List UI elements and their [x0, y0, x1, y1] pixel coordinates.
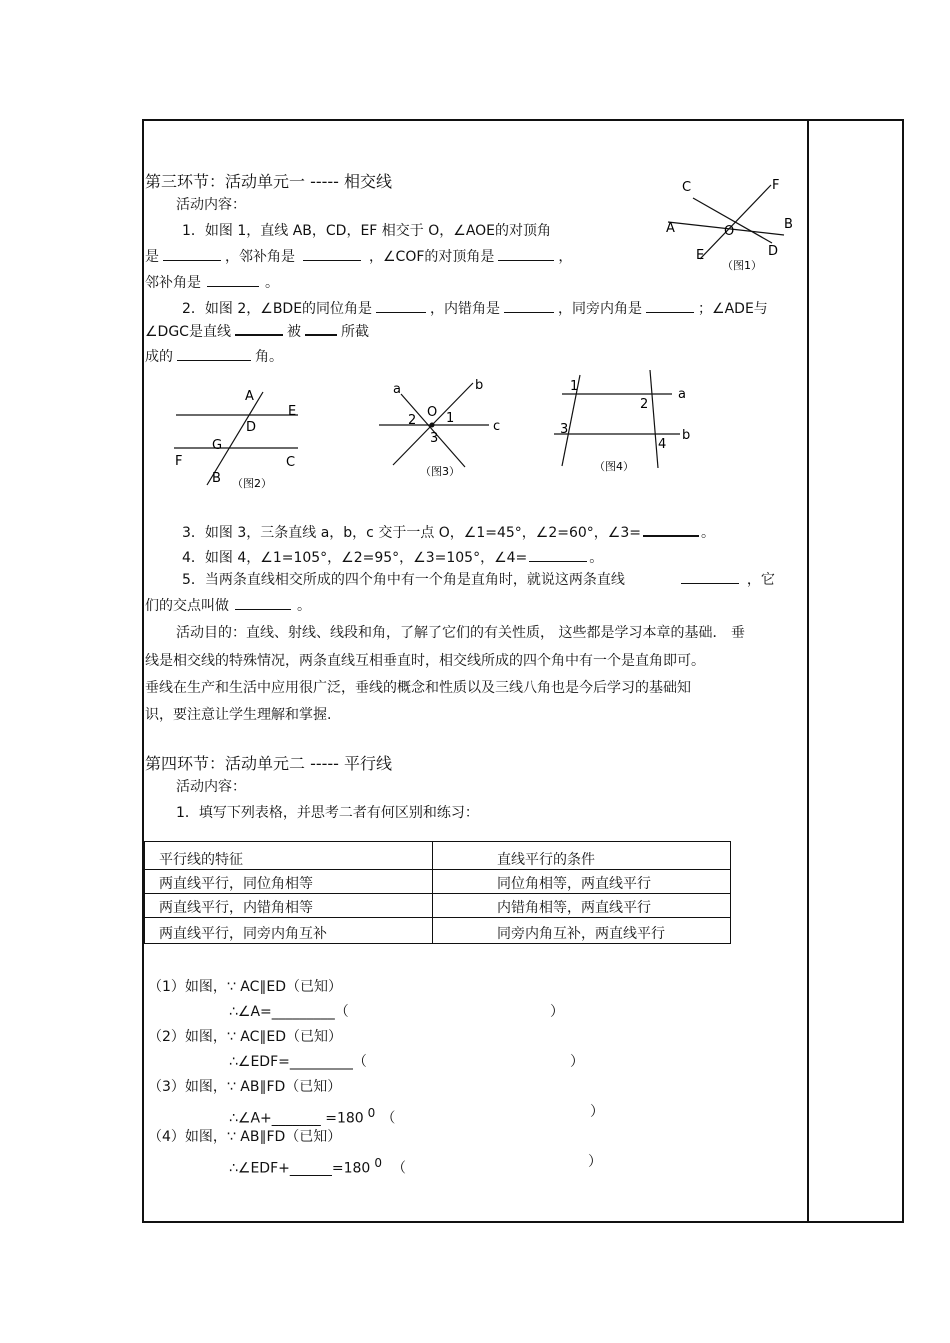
proof-4-conclusion[interactable] [229, 1157, 406, 1176]
proof-4-given: （4）如图，∵ AB∥FD（已知） [148, 1129, 342, 1145]
purpose-line1: 活动目的：直线、射线、线段和角，了解了它们的有关性质， 这些都是学习本章的基础． 垂 [176, 625, 745, 641]
table-cell: 两直线平行，同位角相等 [145, 870, 433, 894]
q4-blank[interactable] [529, 549, 587, 562]
fig2-label-e: E [288, 404, 297, 419]
proof-3-given: （3）如图，∵ AB∥FD（已知） [148, 1079, 342, 1095]
purpose-line2: 线是相交线的特殊情况，两条直线互相垂直时，相交线所成的四个角中有一个是直角即可。 [145, 653, 705, 669]
table-cell: 内错角相等，两直线平行 [433, 894, 731, 918]
q2-text-i: 角。 [255, 349, 283, 365]
q3-line [182, 523, 715, 540]
q2-text-b: ，内错角是 [430, 301, 501, 317]
q2-blank-1[interactable] [376, 300, 426, 313]
table-header-cell: 直线平行的条件 [433, 842, 731, 870]
q2-line2 [145, 322, 369, 339]
proof-2-close: ） [570, 1054, 584, 1070]
section4-q1: 1．填写下列表格，并思考二者有何区别和练习： [176, 805, 479, 821]
table-cell: 同位角相等，两直线平行 [433, 870, 731, 894]
fig2-label-a: A [245, 389, 254, 404]
fig4-label-2: 2 [640, 397, 649, 412]
frame-divider [807, 119, 809, 1223]
q4-line [182, 549, 603, 565]
fig2-caption: （图2） [232, 477, 272, 490]
figure-3 [375, 375, 505, 485]
q2-text-c: ，同旁内角是 [558, 301, 643, 317]
q5-blank-1[interactable] [681, 571, 739, 584]
fig3-label-2: 2 [408, 413, 417, 428]
q1-text-b: ，邻补角是 [225, 249, 295, 265]
proof-3-degree: 0 [367, 1106, 376, 1120]
fig2-label-f: F [175, 454, 183, 469]
q1-text-f: 。 [265, 275, 279, 291]
q5-text-c: 们的交点叫做 [145, 598, 229, 614]
purpose-line4: 识，要注意让学生理解和掌握. [145, 707, 332, 723]
q2-blank-3[interactable] [646, 300, 694, 313]
fig2-label-b: B [212, 471, 221, 486]
fig3-label-1: 1 [446, 411, 455, 426]
fig1-label-d: D [768, 244, 779, 259]
q5-text-b: ，它 [746, 572, 775, 588]
q5-text-a: 5．当两条直线相交所成的四个角中有一个角是直角时，就说这两条直线 [182, 572, 625, 588]
proof-4-close: ） [588, 1154, 602, 1170]
proof-4-open: （ [391, 1160, 406, 1177]
q5-text-d: 。 [297, 598, 311, 614]
fig2-label-c: C [286, 455, 296, 470]
fig4-label-4: 4 [658, 437, 667, 452]
q3-end: 。 [701, 525, 715, 541]
table-row [145, 870, 731, 894]
fig4-label-a: a [678, 387, 686, 402]
q2-text-h: 成的 [145, 349, 173, 365]
section4-title: 第四环节：活动单元二 ----- 平行线 [145, 754, 393, 773]
proof-1-close: ） [550, 1004, 564, 1020]
proof-1-conclusion[interactable]: ∴∠A=_________（ [229, 1004, 349, 1020]
fig1-label-o: O [724, 224, 735, 239]
proof-4-degree: 0 [374, 1156, 382, 1170]
q2-text-f: 被 [286, 324, 301, 340]
q2-line3 [145, 348, 283, 364]
section3-content-label: 活动内容： [176, 197, 246, 213]
fig1-label-c: C [682, 180, 692, 195]
fig1-label-f: F [772, 178, 780, 193]
q2-blank-4[interactable] [235, 322, 283, 336]
fig3-label-c: c [493, 419, 501, 434]
proof-3-close: ） [590, 1104, 604, 1120]
table-cell: 两直线平行，同旁内角互补 [145, 918, 433, 944]
q1-blank-4[interactable] [207, 274, 259, 287]
q1-text-d: ， [558, 249, 573, 265]
table-header-cell: 平行线的特征 [145, 842, 433, 870]
parallel-table [144, 841, 731, 944]
fig4-label-b: b [682, 428, 691, 443]
q2-text-a: 2．如图 2，∠BDE的同位角是 [182, 301, 373, 317]
q5-line2 [145, 597, 311, 613]
q3-blank[interactable] [643, 523, 699, 537]
purpose-line3: 垂线在生产和生活中应用很广泛，垂线的概念和性质以及三线八角也是今后学习的基础知 [145, 680, 691, 696]
section4-content-label: 活动内容： [176, 779, 246, 795]
q4-text: 4．如图 4，∠1=105°，∠2=95°，∠3=105°，∠4= [182, 550, 528, 566]
proof-4-text: ∴∠EDF+______=180 [229, 1160, 371, 1177]
q1-line3 [145, 274, 279, 290]
fig3-label-3: 3 [430, 431, 439, 446]
table-row [145, 918, 731, 944]
figure-1 [660, 175, 800, 270]
q1-text-e: 邻补角是 [145, 275, 201, 291]
q2-text-d: ；∠ADE与 [698, 301, 768, 317]
proof-2-given: （2）如图，∵ AC∥ED（已知） [148, 1029, 342, 1045]
fig3-label-a: a [393, 382, 401, 397]
q5-line1 [182, 571, 775, 587]
fig1-label-a: A [666, 221, 675, 236]
fig3-caption: （图3） [420, 465, 460, 478]
proof-3-text: ∴∠A+_______ =180 [229, 1110, 364, 1127]
q1-text-a: 是 [145, 249, 159, 265]
table-row [145, 894, 731, 918]
fig4-label-1: 1 [570, 379, 579, 394]
proof-2-conclusion[interactable]: ∴∠EDF=_________（ [229, 1054, 367, 1070]
q1-text-c: ，∠COF的对顶角是 [369, 249, 495, 265]
fig1-label-e: E [696, 248, 705, 263]
fig3-label-o: O [427, 405, 438, 420]
proof-3-open: （ [381, 1110, 396, 1127]
q5-blank-2[interactable] [235, 597, 291, 610]
table-cell: 两直线平行，内错角相等 [145, 894, 433, 918]
q2-blank-6[interactable] [177, 348, 251, 361]
q2-blank-2[interactable] [504, 300, 554, 313]
figure-4 [550, 370, 700, 480]
fig1-caption: （图1） [722, 259, 762, 272]
fig3-label-b: b [475, 378, 484, 393]
q1-line1: 1．如图 1，直线 AB，CD，EF 相交于 O，∠AOE的对顶角 [182, 223, 552, 239]
q2-line1 [182, 300, 768, 316]
fig4-caption: （图4） [594, 460, 634, 473]
fig4-label-3: 3 [560, 422, 569, 437]
section3-title: 第三环节：活动单元一 ----- 相交线 [145, 172, 393, 191]
q2-blank-5[interactable] [305, 322, 337, 336]
q1-blank-2[interactable] [303, 248, 361, 261]
figure-2 [170, 385, 310, 495]
table-cell: 同旁内角互补，两直线平行 [433, 918, 731, 944]
proof-1-given: （1）如图，∵ AC∥ED（已知） [148, 979, 342, 995]
q1-blank-1[interactable] [163, 248, 221, 261]
q1-blank-3[interactable] [498, 248, 554, 261]
q2-text-g: 所截 [340, 324, 369, 340]
q3-text: 3．如图 3，三条直线 a，b，c 交于一点 O，∠1=45°，∠2=60°，∠3= [182, 525, 641, 541]
fig2-label-g: G [212, 438, 223, 453]
q4-end: 。 [589, 550, 604, 566]
fig1-label-b: B [784, 217, 793, 232]
fig2-label-d: D [246, 420, 257, 435]
proof-3-conclusion[interactable] [229, 1107, 395, 1126]
q2-text-e: ∠DGC是直线 [145, 324, 231, 340]
q1-line2 [145, 248, 572, 264]
table-header-row [145, 842, 731, 870]
